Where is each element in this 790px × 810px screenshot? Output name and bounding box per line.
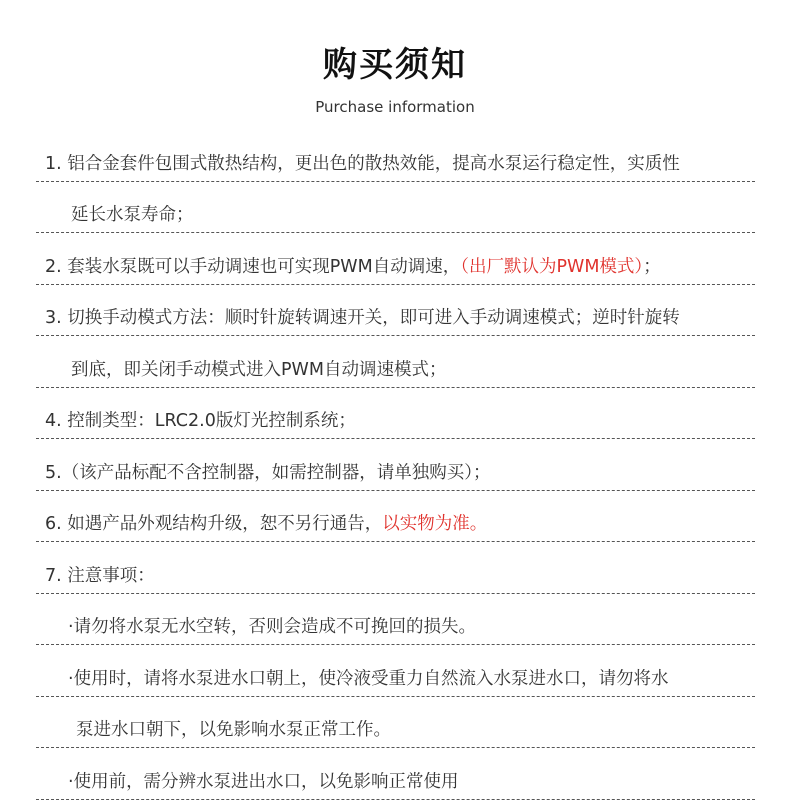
notice-text: 延长水泵寿命； (71, 205, 194, 225)
notice-line (36, 336, 755, 388)
notice-text: 4. 控制类型：LRC2.0版灯光控制系统； (45, 411, 356, 431)
notice-line (36, 388, 755, 440)
page-subtitle: Purchase information (315, 98, 475, 116)
notice-text: ·请勿将水泵无水空转，否则会造成不可挽回的损失。 (68, 617, 477, 637)
notice-text: ·使用时，请将水泵进水口朝上，使冷液受重力自然流入水泵进水口，请勿将水 (68, 668, 669, 689)
notice-line (36, 594, 755, 646)
notice-line (36, 645, 755, 697)
notice-text: 到底，即关闭手动模式进入PWM自动调速模式； (71, 359, 447, 380)
notice-line (36, 233, 755, 285)
highlight-text: （出厂默认为PWM模式） (460, 256, 644, 277)
notice-line (36, 748, 755, 800)
notice-line (36, 182, 755, 234)
highlight-text: 以实物为准。 (382, 514, 488, 534)
notice-text: ·使用前，需分辨水泵进出水口，以免影响正常使用 (68, 771, 459, 792)
notice-line (36, 285, 755, 337)
notice-line (36, 542, 755, 594)
notice-text: 7. 注意事项： (45, 565, 155, 586)
notice-text: 2. 套装水泵既可以手动调速也可实现PWM自动调速，（出厂默认为PWM模式）； (45, 256, 661, 277)
notice-line (36, 439, 755, 491)
notice-line (36, 130, 755, 182)
notice-line (36, 491, 755, 543)
notice-text: 泵进水口朝下，以免影响水泵正常工作。 (76, 720, 391, 740)
notice-text: 3. 切换手动模式方法：顺时针旋转调速开关，即可进入手动调速模式；逆时针旋转 (45, 308, 680, 328)
notice-line (36, 697, 755, 749)
notice-text: 6. 如遇产品外观结构升级，恕不另行通告，以实物为准。 (45, 514, 488, 534)
page-title: 购买须知 (323, 45, 467, 85)
notice-text: 1. 铝合金套件包围式散热结构，更出色的散热效能，提高水泵运行稳定性，实质性 (45, 153, 680, 174)
notice-text: 5.（该产品标配不含控制器，如需控制器，请单独购买）； (45, 462, 491, 483)
